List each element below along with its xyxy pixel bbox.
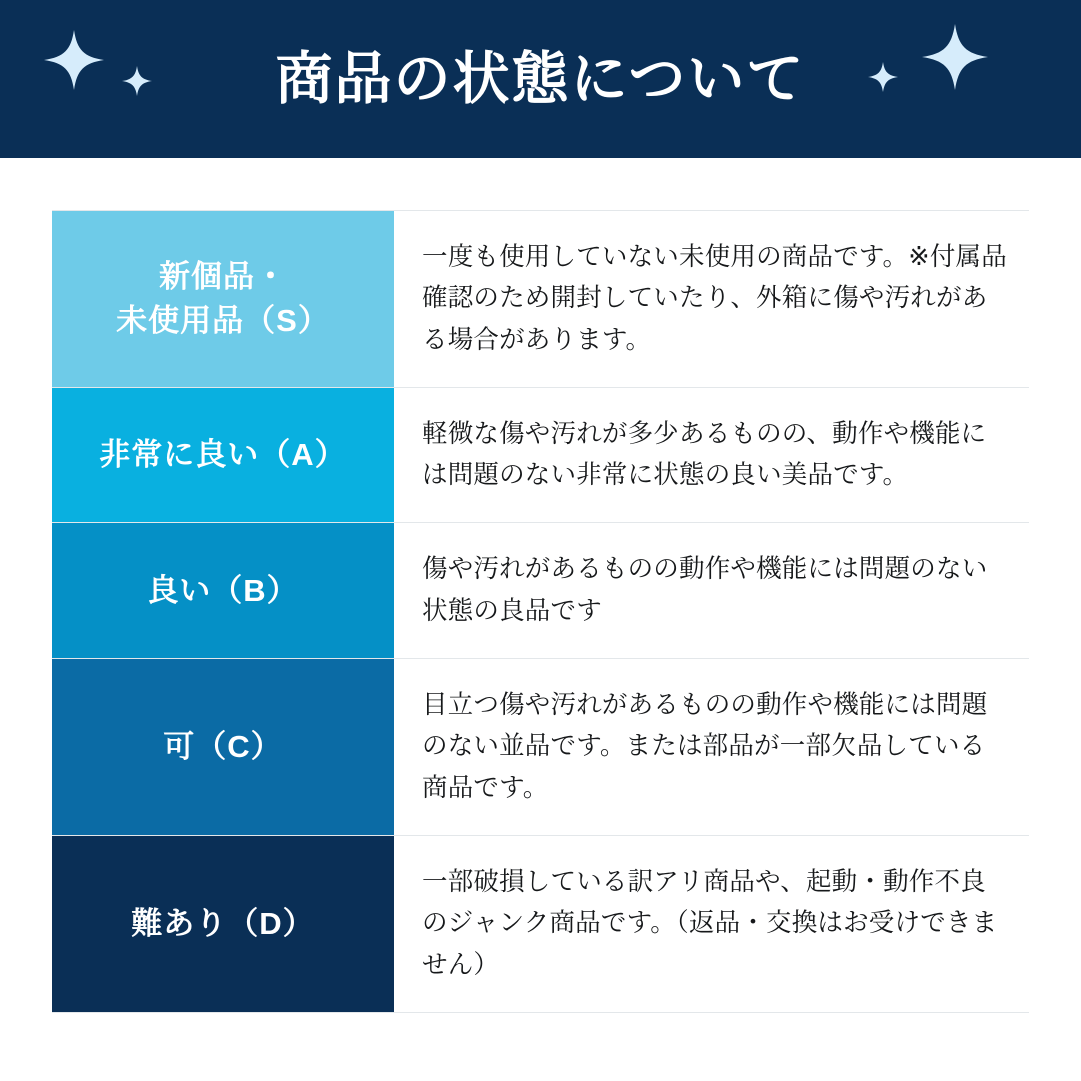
table-row — [52, 387, 1029, 523]
grade-cell-d — [52, 835, 394, 1012]
sparkle-icon-large-left — [44, 30, 104, 90]
description-text: 一部破損している訳アリ商品や、起動・動作不良のジャンク商品です。（返品・交換はお受けできません） — [422, 867, 998, 979]
table-row — [52, 835, 1029, 1012]
condition-table-wrapper — [0, 158, 1081, 1013]
grade-label-line: 可（C） — [163, 729, 283, 765]
grade-label-line: 難あり（D） — [131, 905, 315, 941]
description-cell-d — [394, 835, 1029, 1012]
grade-label-line: 新個品・ — [159, 258, 287, 294]
table-row — [52, 211, 1029, 388]
condition-table — [52, 210, 1029, 1013]
grade-cell-b — [52, 523, 394, 659]
sparkle-icon-small-right — [868, 62, 898, 92]
grade-label-line: 非常に良い（A） — [99, 437, 347, 473]
table-row — [52, 523, 1029, 659]
grade-cell-c — [52, 659, 394, 836]
description-cell-s — [394, 211, 1029, 388]
description-text: 一度も使用していない未使用の商品です。※付属品確認のため開封していたり、外箱に傷や汚れがある場合があります。 — [422, 243, 1007, 354]
sparkle-icon-large-right — [922, 24, 988, 90]
description-text: 目立つ傷や汚れがあるものの動作や機能には問題のない並品です。または部品が一部欠品している商品です。 — [422, 691, 988, 802]
description-cell-a — [394, 387, 1029, 523]
description-text: 傷や汚れがあるものの動作や機能には問題のない状態の良品です — [422, 555, 988, 625]
description-cell-b — [394, 523, 1029, 659]
description-cell-c — [394, 659, 1029, 836]
grade-cell-s — [52, 211, 394, 388]
table-row — [52, 659, 1029, 836]
description-text: 軽微な傷や汚れが多少あるものの、動作や機能には問題のない非常に状態の良い美品です。 — [422, 419, 987, 490]
page-header — [0, 0, 1081, 158]
sparkle-icon-small-left — [122, 66, 152, 96]
page-title: 商品の状態について — [275, 46, 806, 111]
grade-cell-a — [52, 387, 394, 523]
grade-label-line: 良い（B） — [147, 572, 299, 608]
grade-label-line: 未使用品（S） — [116, 302, 330, 338]
